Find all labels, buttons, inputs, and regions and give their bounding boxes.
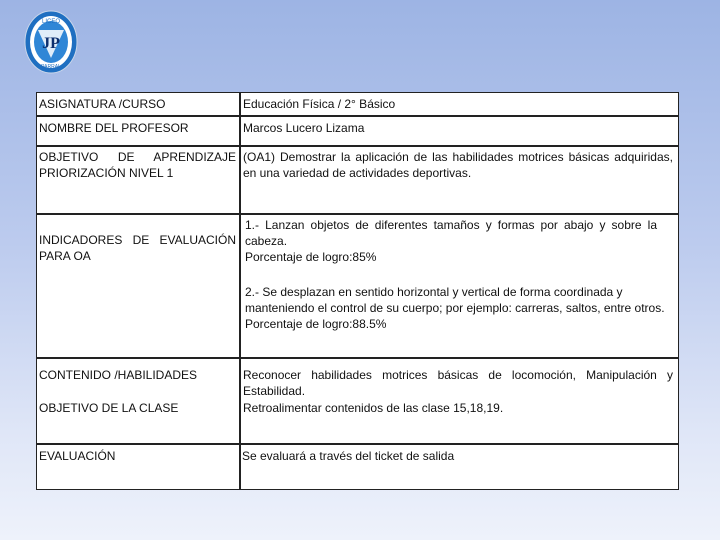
label-cell-asignatura [36,92,240,116]
value-cell-asignatura [240,92,679,116]
value-cell-contenido [240,358,679,444]
indicator-1-text: 1.- Lanzan objetos de diferentes tamaños y formas por abajo y sobre la cabeza. [245,218,657,248]
value-cell-indicadores [240,214,679,358]
contenido-label: CONTENIDO /HABILIDADES [39,368,198,382]
value-cell-objetivo [240,146,679,214]
indicator-1-logro: Porcentaje de logro:85% [245,250,377,264]
value-cell-evaluacion [240,444,679,490]
asignatura-label: ASIGNATURA /CURSO [39,97,166,111]
evaluacion-value: Se evaluará a través del ticket de salida [242,449,455,463]
lesson-plan-table [36,92,679,490]
asignatura-value: Educación Física / 2° Básico [243,97,396,111]
objetivo-clase-value: Retroalimentar contenidos de las clase 15,18,19. [243,401,504,415]
indicadores-label: INDICADORES DE EVALUACIÓN PARA OA [39,233,236,263]
contenido-value: Reconocer habilidades motrices básicas de locomoción, Manipulación y Estabilidad. [243,368,673,398]
svg-text:JP: JP [42,35,60,52]
svg-text:PARRAL: PARRAL [41,64,61,70]
label-cell-contenido [36,358,240,444]
school-logo [24,10,78,74]
indicator-item-2 [245,284,665,332]
objetivo-label: OBJETIVO DE APRENDIZAJE PRIORIZACIÓN NIVEL 1 [39,150,236,180]
objetivo-clase-label: OBJETIVO DE LA CLASE [39,401,179,415]
value-cell-profesor [240,116,679,146]
profesor-label: NOMBRE DEL PROFESOR [39,121,189,135]
indicator-item-1 [245,217,657,265]
label-cell-objetivo [36,146,240,214]
objetivo-value: (OA1) Demostrar la aplicación de las habilidades motrices básicas adquiridas, en una variedad de actividades deportivas. [243,150,673,180]
label-cell-profesor [36,116,240,146]
indicator-2-text: 2.- Se desplazan en sentido horizontal y vertical de forma coordinada y manteniendo el control de su cuerpo; por ejemplo: carreras, saltos, entre otros. [245,285,665,315]
evaluacion-label: EVALUACIÓN [39,449,116,463]
svg-text:LICEO: LICEO [41,19,61,25]
label-cell-evaluacion [36,444,240,490]
profesor-value: Marcos Lucero Lizama [243,121,365,135]
indicator-2-logro: Porcentaje de logro:88.5% [245,317,387,331]
label-cell-indicadores [36,214,240,358]
